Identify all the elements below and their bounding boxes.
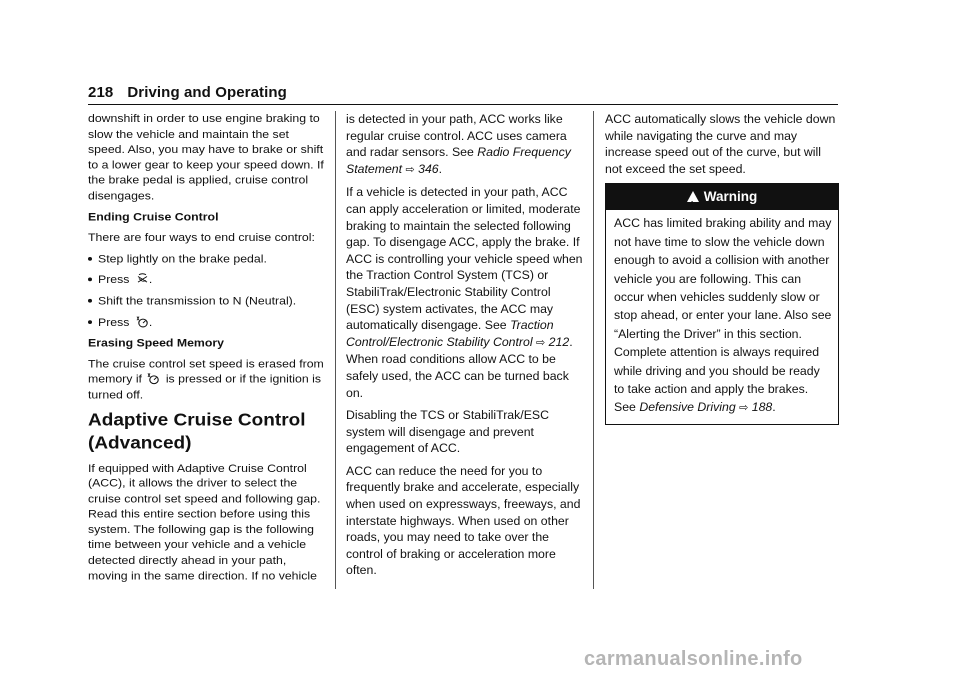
column-1 (88, 111, 326, 589)
cross-reference-link[interactable]: Radio Frequency Statement (346, 145, 571, 176)
text-run: If a vehicle is detected in your path, ACC can apply acceleration or limited, moderate braking to maintain the selected following gap. To disengage ACC, apply the brake. If ACC is controlling your vehicle speed when the Traction Control System (TCS) or StabiliTrak/Electronic Stability Control (ESC) system activates, the ACC may automatically disengage. See (346, 185, 583, 333)
paragraph: If equipped with Adaptive Cruise Control (ACC), it allows the driver to select the cruise control set speed and following gap. Read this entire section before using this system. The following gap is the following time between your vehicle and a vehicle detected directly ahead in your path, moving in the same direction. If no vehicle (88, 461, 321, 583)
cruise-on-off-icon (136, 315, 149, 327)
list-item-text: Step lightly on the brake pedal. (98, 252, 267, 266)
subheading-ending-cruise: Ending Cruise Control (88, 210, 219, 224)
warning-body (606, 210, 838, 423)
subheading-erasing-speed: Erasing Speed Memory (88, 336, 224, 350)
header-rule (88, 104, 838, 105)
page-ref-arrow-icon: ⇨ (536, 336, 546, 349)
warning-header (606, 184, 838, 210)
list-item-suffix: . (148, 315, 153, 329)
column-divider (335, 111, 336, 589)
paragraph: There are four ways to end cruise control: (88, 231, 315, 245)
list-item (88, 251, 326, 266)
text-run: . (772, 400, 776, 415)
page-ref-arrow-icon: ⇨ (739, 402, 749, 415)
paragraph: Disabling the TCS or StabiliTrak/ESC system will disengage and prevent engagement of ACC. (346, 408, 549, 456)
paragraph: ACC automatically slows the vehicle down while navigating the curve and may increase speed out of the curve, but will not exceed the set speed. (605, 112, 836, 176)
list-item-text: Press (98, 273, 130, 287)
cross-reference-link[interactable]: Traction Control/Electronic Stability Control (346, 318, 554, 349)
page-header (88, 84, 838, 106)
column-divider (593, 111, 594, 589)
warning-triangle-icon (687, 191, 699, 202)
warning-text: ACC has limited braking ability and may not have time to slow the vehicle down enough to avoid a collision with another vehicle you are following. This can occur when vehicles suddenly slow or stop ahead, or enter your lane. Also see “Alerting the Driver” in this section. Complete attention is always required while driving and you should be ready to take action and apply the brakes. See (614, 216, 832, 415)
paragraph (346, 184, 584, 401)
column-2 (346, 111, 584, 585)
text-run: . (438, 161, 443, 176)
paragraph: ACC can reduce the need for you to frequently brake and accelerate, especially when used on expressways, freeways, and interstate highways. When used on other roads, you may need to take over the control of braking or acceleration more often. (346, 463, 581, 578)
watermark: carmanualsonline.info (584, 648, 803, 670)
text-run: is detected in your path, ACC works like regular cruise control. ACC uses camera and radar sensors. See (346, 112, 567, 160)
cruise-on-off-icon (147, 373, 160, 385)
cross-reference-link[interactable]: Defensive Driving (639, 400, 736, 415)
list-item (88, 314, 326, 329)
list-item-text: Press (98, 315, 130, 329)
bullet-list (88, 251, 326, 329)
warning-title: Warning (703, 189, 758, 205)
list-item (88, 293, 326, 308)
page-ref-arrow-icon: ⇨ (405, 163, 415, 176)
column-3 (605, 111, 839, 425)
page-number: 218 (88, 84, 114, 101)
page-ref[interactable]: 212 (548, 334, 570, 349)
text-run: The cruise control set speed is erased from memory if (88, 357, 324, 386)
cancel-cruise-icon (136, 273, 149, 284)
paragraph: downshift in order to use engine braking to slow the vehicle and maintain the set speed. Also, you may have to brake or shift to a lower gear to keep your speed down. If the brake pedal is applied, cruise control disengages. (88, 111, 324, 203)
page-ref[interactable]: 346 (418, 161, 439, 176)
list-item-text: Shift the transmission to N (Neutral). (98, 294, 297, 308)
paragraph (346, 111, 584, 178)
list-item (88, 272, 326, 287)
warning-box (605, 183, 839, 424)
text-run: is pressed or if the ignition is turned off. (88, 372, 321, 402)
paragraph (88, 356, 326, 402)
section-heading-acc: Adaptive Cruise Control (Advanced) (88, 409, 306, 453)
section-title: Driving and Operating (127, 84, 287, 101)
page-ref[interactable]: 188 (751, 400, 773, 415)
text-run: . When road conditions allow ACC to be safely used, the ACC can be turned back on. (346, 334, 573, 400)
list-item-suffix: . (148, 273, 153, 287)
